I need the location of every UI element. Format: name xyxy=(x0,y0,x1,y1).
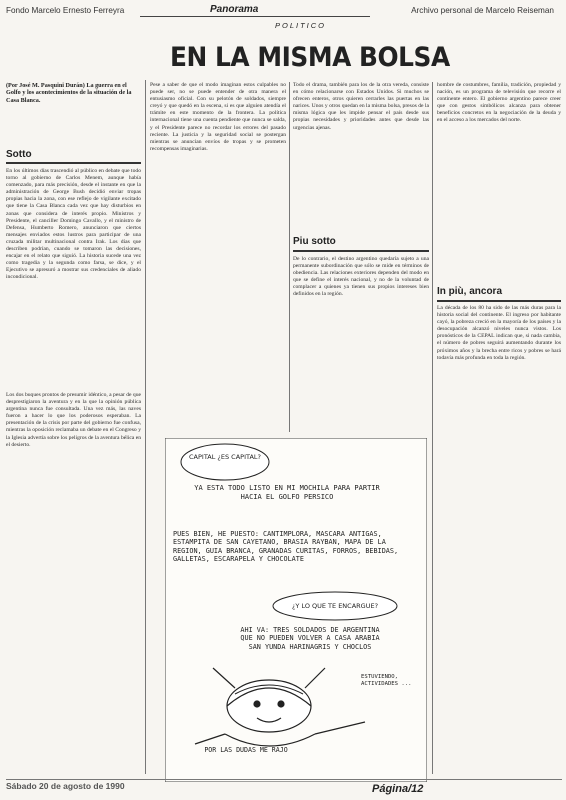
cartoon-bubble-2: ¿Y LO QUE TE ENCARGUE? xyxy=(291,602,379,610)
subsection-label: POLITICO xyxy=(275,21,327,30)
article-headline: EN LA MISMA BOLSA xyxy=(170,42,450,73)
cartoon-caption-4: ESTUVIENDO, ACTIVIDADES ... xyxy=(361,674,412,687)
subhead-sotto: Sotto xyxy=(6,149,32,160)
column-1-continued-text: Los dos buques prontos de presumir idéntico, a pesar de que desprestigiaron la aventura y en la que la opinión pública argentina nunca fue consultada. Una vez más, las naves fueron a hacer lo que los poderosos esperaban. La presentación de la crisis por parte del gobierno fue confusa, mientras la oposición reclamaba un debate en el Congreso y la Iglesia advertía sobre los peligros de la aventura bélica en el desierto. xyxy=(6,392,141,448)
column-divider xyxy=(145,80,146,774)
cartoon-drawing xyxy=(165,438,427,782)
column-divider xyxy=(432,82,433,774)
column-divider xyxy=(289,82,290,432)
publication-name: Página/12 xyxy=(372,783,424,795)
section-label: Panorama xyxy=(210,4,259,15)
cartoon-caption-3: AHI VA: TRES SOLDADOS DE ARGENTINA QUE NO PUEDEN VOLVER A CASA ARABIA SAN YUNDA HARINAGRIS Y CHOCLOS xyxy=(240,626,380,651)
article-byline: (Por José M. Pasquini Durán) La guerra en el Golfo y los acontecimientos de la situación de la Casa Blanca. xyxy=(6,82,132,104)
cartoon-caption-2: PUES BIEN, HE PUESTO: CANTIMPLORA, MASCARA ANTIGAS, ESTAMPITA DE SAN CAYETANO, BRASIA RAYBAN, MAPA DE LA REGION, GUIA BRANCA, GRANADAS CURITAS, FORROS, BEBIDAS, GALLETAS, ESCARAPELA Y CHOCOLATE xyxy=(173,530,399,564)
cartoon-caption-1: YA ESTA TODO LISTO EN MI MOCHILA PARA PARTIR HACIA EL GOLFO PERSICO xyxy=(194,484,380,501)
column-4-text: hombre de costumbres, familia, tradición, propiedad y nación, es un programa de televisión que recorre el continente entero. El gobierno argentino parece creer que con gestos simbólicos alcanza para obtener beneficios concretos en la negociación de la deuda y en el acceso a los mercados del norte. xyxy=(437,82,561,124)
subhead-piu-sotto: Piu sotto xyxy=(293,236,336,247)
column-3-text: Todo el drama, también para los de la otra vereda, consiste en cómo relacionarse con Estados Unidos. Si muchos se ofrecen enteros, otros quieren cerrarles las puertas en las narices. Unos y otros quedan en la misma bolsa, presos de la misma lógica que les impide pensar el país desde sus propias necesidades y prioridades antes que desde las urgencias ajenas. xyxy=(293,82,429,131)
archive-credit-right: Archivo personal de Marcelo Reiseman xyxy=(411,6,554,15)
publication-date: Sábado 20 de agosto de 1990 xyxy=(6,781,125,791)
column-2-text: Pese a saber de que el modo imaginan estos culpables no puede ser, no se puede entender de otra manera el entusiasmo oficial. Con su pelotón de soldados, siempre creyó y que quedó en la escena, si es que alguien atendía el trámite en este momento de la frontera. La política internacional tiene una cuenta pendiente que nunca se salda, y el Presidente parece no recordar los errores del pasado reciente. La justicia y la seguridad social se postergan mientras se anuncian envíos de tropas y se prometen recompensas imaginarias. xyxy=(150,82,286,152)
subhead-rule xyxy=(6,162,141,164)
section-rule xyxy=(140,16,370,17)
footer-rule xyxy=(6,779,562,780)
editorial-cartoon xyxy=(165,438,427,782)
cartoon-bubble-1: CAPITAL ¿ES CAPITAL? xyxy=(189,453,261,461)
column-1-text: En los últimos días trascendió al público en debate que todo torno al gobierno de Carlos Menem, aunque había comenzado, para más precisión, desde el instante en que la administración de George Bush decidió enviar tropas propias hacia la zona, con ese reflejo de vigilante excitado que tiene la Casa Blanca cada vez que hay disturbios en zonas que considera de interés propio. Ministros y Presidente, el canciller Domingo Cavallo, y el ministro de Defensa, Humberto Romero, anunciaron que ciertos mensajes enviados estos lustros para participar de una cruzada militar multinacional contra Irak. Los días que describen podrían, cuando se tomaron las decisiones, encajar en el relato que siguió. La historia sucede una vez como tragedia y la segunda como farsa, se dice, y el Ejecutivo se apresuró a mostrar sus credenciales de aliado incondicional. xyxy=(6,168,141,281)
column-4-continued-text: La década de los 80 ha sido de las más duras para la historia social del continente. El ingreso por habitante cayó, la pobreza creció en la mayoría de los países y la desocupación alcanzó niveles nunca vistos. Los pronósticos de la CEPAL indican que, si nada cambia, el número de pobres seguirá aumentando durante los próximos años y la brecha entre ricos y pobres se hará todavía más profunda en toda la región. xyxy=(437,305,561,361)
subhead-in-piu-ancora: In più, ancora xyxy=(437,286,503,297)
subhead-rule xyxy=(437,300,561,302)
archive-credit-left: Fondo Marcelo Ernesto Ferreyra xyxy=(6,6,125,15)
subhead-rule xyxy=(293,250,429,252)
cartoon-bottom-caption: POR LAS DUDAS ME RAJO xyxy=(204,746,288,754)
column-3-continued-text: De lo contrario, el destino argentino quedaría sujeto a una permanente subordinación que sólo se mide en términos de obediencia. Las relaciones exteriores dependen del modo en que se define el interés nacional, y no de la voluntad de complacer a quienes ya tienen sus propios intereses bien definidos en la región. xyxy=(293,256,429,298)
